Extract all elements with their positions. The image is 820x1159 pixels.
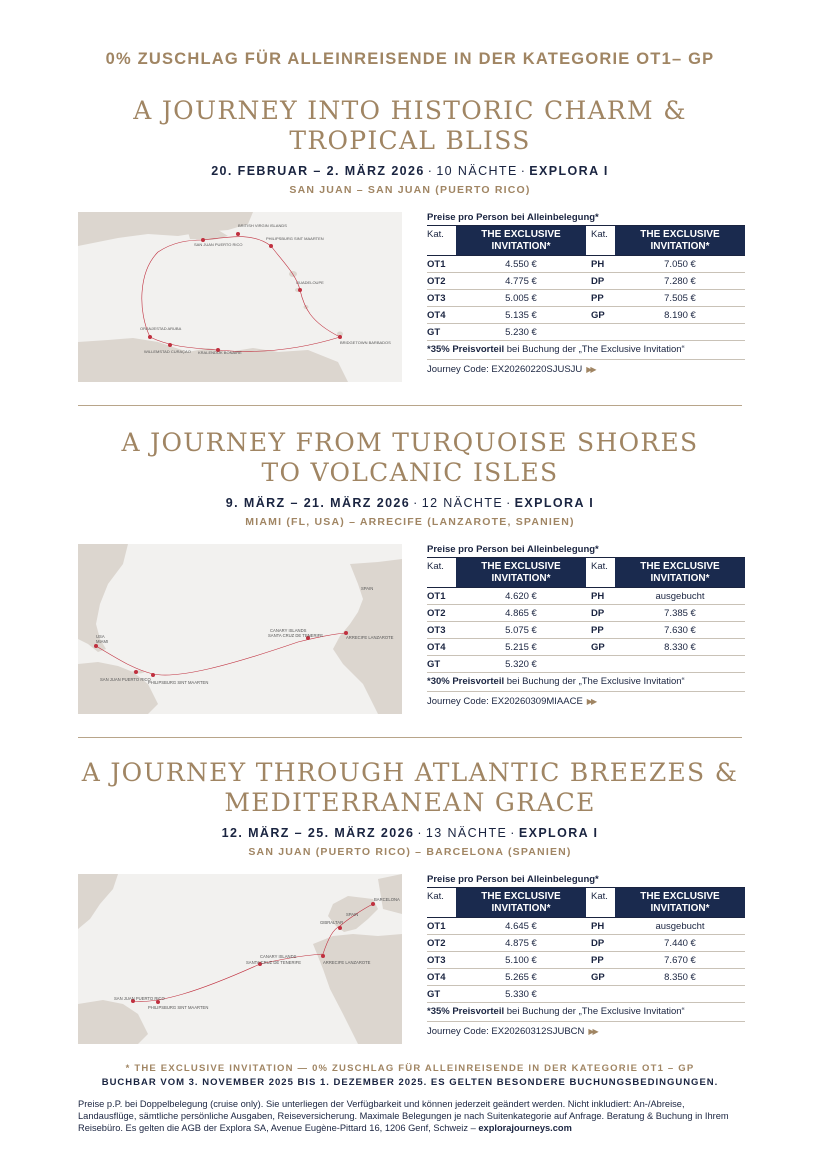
journey-title-line-1: A JOURNEY INTO HISTORIC CHARM & bbox=[133, 96, 687, 125]
exclusive-invitation-header: THE EXCLUSIVE INVITATION* bbox=[615, 558, 745, 588]
table-row bbox=[427, 605, 745, 622]
prices-heading: Preise pro Person bei Alleinbelegung* bbox=[427, 874, 599, 885]
price-cell: 7.630 € bbox=[615, 622, 745, 639]
journey-code[interactable] bbox=[427, 360, 745, 375]
atlantic-europe-map-graphic bbox=[78, 874, 402, 1044]
category-cell bbox=[586, 324, 615, 341]
price-cell: 7.440 € bbox=[615, 935, 745, 952]
category-cell: PH bbox=[586, 918, 615, 935]
category-cell: PP bbox=[586, 290, 615, 307]
table-row bbox=[427, 935, 745, 952]
map-label: ARRECIFE LANZAROTE bbox=[346, 635, 394, 640]
table-row bbox=[427, 307, 745, 324]
price-cell: 5.075 € bbox=[456, 622, 586, 639]
journey-route: MIAMI (FL, USA) – ARRECIFE (LANZAROTE, SPANIEN) bbox=[245, 516, 575, 528]
category-cell: OT2 bbox=[427, 605, 456, 622]
map-label: CANARY ISLANDS bbox=[260, 954, 297, 959]
map-label: MIAMI bbox=[96, 639, 109, 644]
price-cell: 4.550 € bbox=[456, 256, 586, 273]
price-table bbox=[427, 557, 745, 673]
price-cell: 4.775 € bbox=[456, 273, 586, 290]
category-cell: GT bbox=[427, 986, 456, 1003]
price-cell: 5.005 € bbox=[456, 290, 586, 307]
map-label: BRIDGETOWN BARBADOS bbox=[340, 340, 391, 345]
price-cell: 5.215 € bbox=[456, 639, 586, 656]
category-cell: GT bbox=[427, 324, 456, 341]
table-row bbox=[427, 324, 745, 341]
journey-route: SAN JUAN (PUERTO RICO) – BARCELONA (SPANIEN) bbox=[248, 846, 572, 858]
map-label: PHILIPSBURG SINT MAARTEN bbox=[148, 680, 209, 685]
price-cell: 4.875 € bbox=[456, 935, 586, 952]
journey-2-heading bbox=[0, 428, 820, 528]
journey-nights: 13 NÄCHTE bbox=[425, 826, 508, 840]
map-label: BRITISH VIRGIN ISLANDS bbox=[238, 223, 287, 228]
table-row bbox=[427, 918, 745, 935]
category-cell: OT4 bbox=[427, 969, 456, 986]
price-table-section bbox=[427, 544, 745, 707]
category-cell bbox=[586, 986, 615, 1003]
journey-title-line-2: TROPICAL BLISS bbox=[289, 126, 531, 155]
category-cell: PP bbox=[586, 952, 615, 969]
category-cell: GT bbox=[427, 656, 456, 673]
kat-header: Kat. bbox=[586, 558, 615, 588]
map-label: SANTA CRUZ DE TENERIFE bbox=[268, 633, 323, 638]
category-cell: OT2 bbox=[427, 935, 456, 952]
journey-1-heading bbox=[0, 96, 820, 196]
map-label: GIBRALTAR bbox=[320, 920, 344, 925]
note-text: bei Buchung der „The Exclusive Invitation“ bbox=[504, 1006, 685, 1017]
map-label: BARCELONA bbox=[374, 897, 400, 902]
category-cell: DP bbox=[586, 273, 615, 290]
map-label: PHILIPSBURG SINT MAARTEN bbox=[266, 236, 324, 241]
page-header: 0% ZUSCHLAG FÜR ALLEINREISENDE IN DER KATEGORIE OT1– GP bbox=[105, 50, 715, 68]
route-map bbox=[78, 874, 402, 1044]
map-label: SANTA CRUZ DE TENERIFE bbox=[246, 960, 301, 965]
price-cell: 4.865 € bbox=[456, 605, 586, 622]
journey-code[interactable] bbox=[427, 692, 745, 707]
category-cell bbox=[586, 656, 615, 673]
prices-heading: Preise pro Person bei Alleinbelegung* bbox=[427, 544, 599, 555]
exclusive-invitation-header: THE EXCLUSIVE INVITATION* bbox=[615, 888, 745, 918]
footer-booking-period: BUCHBAR VOM 3. NOVEMBER 2025 BIS 1. DEZEMBER 2025. ES GELTEN BESONDERE BUCHUNGSBEDINGUNGEN. bbox=[101, 1077, 719, 1088]
website-link[interactable]: explorajourneys.com bbox=[478, 1123, 572, 1133]
table-row bbox=[427, 952, 745, 969]
price-cell bbox=[615, 324, 745, 341]
price-cell: 8.330 € bbox=[615, 639, 745, 656]
price-cell: 8.350 € bbox=[615, 969, 745, 986]
table-row bbox=[427, 656, 745, 673]
journey-1-content bbox=[0, 212, 820, 382]
journey-title bbox=[0, 428, 820, 488]
price-table bbox=[427, 887, 745, 1003]
journey-dates: 9. MÄRZ – 21. MÄRZ 2026 · 12 NÄCHTE · EXPLORA I bbox=[225, 496, 595, 510]
journey-route: SAN JUAN – SAN JUAN (PUERTO RICO) bbox=[289, 184, 531, 196]
map-label: ARRECIFE LANZAROTE bbox=[323, 960, 371, 965]
map-label: ORANJESTAD ARUBA bbox=[140, 326, 182, 331]
kat-header: Kat. bbox=[427, 226, 456, 256]
category-cell: DP bbox=[586, 935, 615, 952]
map-label: SPAIN bbox=[346, 912, 359, 917]
price-cell: 5.265 € bbox=[456, 969, 586, 986]
map-label: KRALENDIJK BONAIRE bbox=[198, 350, 242, 355]
price-table bbox=[427, 225, 745, 341]
kat-header: Kat. bbox=[586, 226, 615, 256]
journey-ship: EXPLORA I bbox=[514, 496, 595, 510]
map-label: SAN JUAN PUERTO RICO bbox=[194, 242, 243, 247]
note-highlight: *35% Preisvorteil bbox=[427, 1006, 505, 1017]
journey-title-line-2: MEDITERRANEAN GRACE bbox=[224, 788, 596, 817]
section-divider bbox=[78, 405, 742, 406]
table-row bbox=[427, 290, 745, 307]
price-advantage-note bbox=[427, 1003, 745, 1022]
category-cell: OT4 bbox=[427, 307, 456, 324]
journey-date-range: 9. MÄRZ – 21. MÄRZ 2026 bbox=[225, 496, 411, 510]
journey-dates: 12. MÄRZ – 25. MÄRZ 2026 · 13 NÄCHTE · EXPLORA I bbox=[221, 826, 599, 840]
kat-header: Kat. bbox=[427, 558, 456, 588]
map-label: CANARY ISLANDS bbox=[270, 628, 307, 633]
note-highlight: *30% Preisvorteil bbox=[427, 676, 505, 687]
table-row bbox=[427, 256, 745, 273]
category-cell: OT3 bbox=[427, 952, 456, 969]
journey-title-line-2: TO VOLCANIC ISLES bbox=[261, 458, 559, 487]
price-cell: 5.135 € bbox=[456, 307, 586, 324]
disclaimer bbox=[78, 1098, 744, 1134]
map-label: GUADELOUPE bbox=[296, 280, 324, 285]
category-cell: OT1 bbox=[427, 588, 456, 605]
note-text: bei Buchung der „The Exclusive Invitation“ bbox=[504, 344, 685, 355]
category-cell: GP bbox=[586, 307, 615, 324]
route-map bbox=[78, 544, 402, 714]
prices-heading: Preise pro Person bei Alleinbelegung* bbox=[427, 212, 599, 223]
category-cell: PP bbox=[586, 622, 615, 639]
exclusive-invitation-header: THE EXCLUSIVE INVITATION* bbox=[615, 226, 745, 256]
price-cell: ausgebucht bbox=[615, 918, 745, 935]
category-cell: GP bbox=[586, 639, 615, 656]
map-label: SAN JUAN PUERTO RICO bbox=[100, 677, 151, 682]
double-arrow-icon: ▶▶ bbox=[588, 1027, 597, 1036]
price-cell: 5.230 € bbox=[456, 324, 586, 341]
caribbean-map-graphic bbox=[78, 212, 402, 382]
price-advantage-note bbox=[427, 341, 745, 360]
category-cell: OT2 bbox=[427, 273, 456, 290]
category-cell: PH bbox=[586, 256, 615, 273]
double-arrow-icon: ▶▶ bbox=[586, 697, 596, 706]
price-cell: 5.100 € bbox=[456, 952, 586, 969]
journey-code-text: Journey Code: EX20260312SJUBCN bbox=[427, 1026, 585, 1037]
category-cell: OT1 bbox=[427, 256, 456, 273]
table-row bbox=[427, 969, 745, 986]
journey-dates: 20. FEBRUAR – 2. MÄRZ 2026 · 10 NÄCHTE · EXPLORA I bbox=[211, 164, 609, 178]
journey-ship: EXPLORA I bbox=[529, 164, 609, 178]
category-cell: GP bbox=[586, 969, 615, 986]
category-cell: OT1 bbox=[427, 918, 456, 935]
journey-title bbox=[0, 758, 820, 818]
footer-offer-line: * THE EXCLUSIVE INVITATION — 0% ZUSCHLAG FÜR ALLEINREISENDE IN DER KATEGORIE OT1 – GP bbox=[125, 1063, 695, 1074]
exclusive-invitation-header: THE EXCLUSIVE INVITATION* bbox=[456, 558, 586, 588]
price-cell: 7.280 € bbox=[615, 273, 745, 290]
price-cell bbox=[615, 986, 745, 1003]
journey-title-line-1: A JOURNEY THROUGH ATLANTIC BREEZES & bbox=[81, 758, 739, 787]
journey-date-range: 12. MÄRZ – 25. MÄRZ 2026 bbox=[221, 826, 415, 840]
atlantic-map-graphic bbox=[78, 544, 402, 714]
section-divider bbox=[78, 737, 742, 738]
map-label: PHILIPSBURG SINT MAARTEN bbox=[148, 1005, 209, 1010]
journey-code-text: Journey Code: EX20260220SJUSJU bbox=[427, 364, 583, 375]
price-table-section bbox=[427, 212, 745, 375]
table-row bbox=[427, 273, 745, 290]
price-cell: 7.050 € bbox=[615, 256, 745, 273]
note-highlight: *35% Preisvorteil bbox=[427, 344, 505, 355]
table-row bbox=[427, 986, 745, 1003]
category-cell: OT3 bbox=[427, 622, 456, 639]
map-label: USA bbox=[96, 634, 105, 639]
price-cell: 7.505 € bbox=[615, 290, 745, 307]
kat-header: Kat. bbox=[586, 888, 615, 918]
price-cell bbox=[615, 656, 745, 673]
table-row bbox=[427, 622, 745, 639]
table-row bbox=[427, 588, 745, 605]
double-arrow-icon: ▶▶ bbox=[586, 365, 595, 374]
category-cell: OT3 bbox=[427, 290, 456, 307]
exclusive-invitation-header: THE EXCLUSIVE INVITATION* bbox=[456, 226, 586, 256]
route-map bbox=[78, 212, 402, 382]
table-row bbox=[427, 639, 745, 656]
category-cell: OT4 bbox=[427, 639, 456, 656]
journey-ship: EXPLORA I bbox=[518, 826, 599, 840]
price-cell: 5.320 € bbox=[456, 656, 586, 673]
price-cell: 5.330 € bbox=[456, 986, 586, 1003]
price-advantage-note bbox=[427, 673, 745, 692]
category-cell: PH bbox=[586, 588, 615, 605]
journey-nights: 12 NÄCHTE bbox=[421, 496, 504, 510]
price-cell: 7.385 € bbox=[615, 605, 745, 622]
price-cell: ausgebucht bbox=[615, 588, 745, 605]
journey-date-range: 20. FEBRUAR – 2. MÄRZ 2026 bbox=[211, 164, 425, 178]
price-cell: 8.190 € bbox=[615, 307, 745, 324]
map-label: SPAIN bbox=[361, 586, 374, 591]
price-cell: 7.670 € bbox=[615, 952, 745, 969]
journey-title-line-1: A JOURNEY FROM TURQUOISE SHORES bbox=[121, 428, 699, 457]
price-cell: 4.620 € bbox=[456, 588, 586, 605]
journey-3-heading bbox=[0, 758, 820, 858]
map-label: WILLEMSTAD CURAÇAO bbox=[144, 349, 191, 354]
journey-code-text: Journey Code: EX20260309MIAACE bbox=[427, 696, 583, 707]
category-cell: DP bbox=[586, 605, 615, 622]
map-label: SAN JUAN PUERTO RICO bbox=[114, 996, 165, 1001]
price-cell: 4.645 € bbox=[456, 918, 586, 935]
disclaimer-text: Preise p.P. bei Doppelbelegung (cruise only). Sie unterliegen der Verfügbarkeit und können jederzeit geändert werden. Nicht inkludiert: An-/Abreise, Landausflüge, sämtliche persönliche Ausgaben, Reiseversicherung. Maximale Belegungen je nach Suitenkategorie auf Anfrage. Beratung & Buchung in Ihrem Reisebüro. Es gelten die AGB der Explora SA, Avenue Eugène-Pittard 16, 1206 Genf, Schweiz – bbox=[78, 1099, 729, 1133]
exclusive-invitation-header: THE EXCLUSIVE INVITATION* bbox=[456, 888, 586, 918]
kat-header: Kat. bbox=[427, 888, 456, 918]
journey-title bbox=[0, 96, 820, 156]
journey-nights: 10 NÄCHTE bbox=[436, 164, 518, 178]
price-table-section bbox=[427, 874, 745, 1037]
journey-2-content bbox=[0, 544, 820, 714]
note-text: bei Buchung der „The Exclusive Invitation“ bbox=[504, 676, 685, 687]
journey-code[interactable] bbox=[427, 1022, 745, 1037]
journey-3-content bbox=[0, 874, 820, 1044]
